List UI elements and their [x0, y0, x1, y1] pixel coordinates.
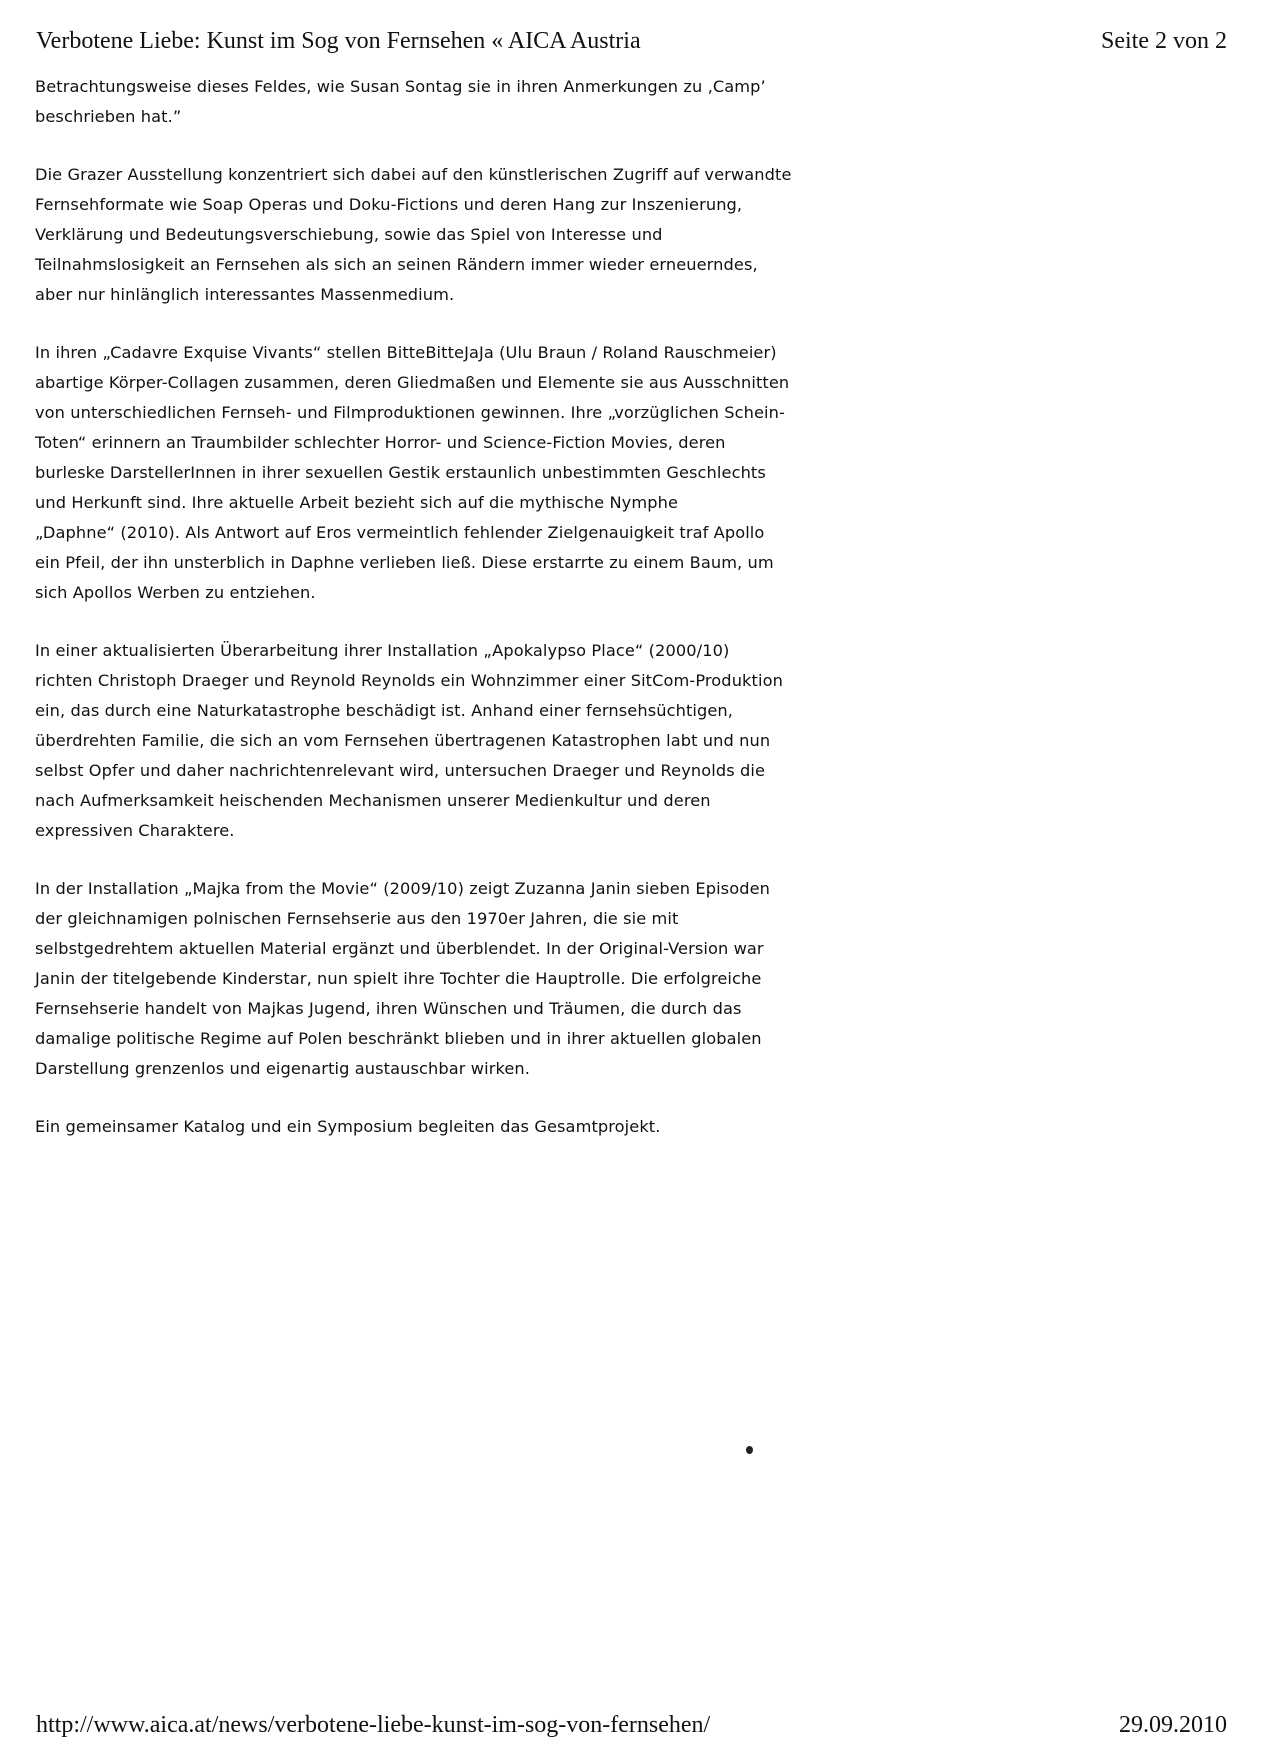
scan-speck	[746, 1446, 753, 1454]
footer-url: http://www.aica.at/news/verbotene-liebe-kunst-im-sog-von-fernsehen/	[36, 1712, 711, 1738]
article-paragraph: Ein gemeinsamer Katalog und ein Symposium begleiten das Gesamtprojekt.	[35, 1117, 661, 1136]
article-paragraph: Die Grazer Ausstellung konzentriert sich dabei auf den künstlerischen Zugriff auf verwandte Fernsehformate wie Soap Operas und Doku-Fictions und deren Hang zur Inszenierung, Verklärung und Bedeutungsverschiebung, sowie das Spiel von Interesse und Teilnahmslosigkeit an Fernsehen als sich an seinen Rändern immer wieder erneuerndes, aber nur hinlänglich interessantes Massenmedium.	[35, 165, 792, 304]
page-number: Seite 2 von 2	[1101, 28, 1227, 54]
article-paragraph: In ihren „Cadavre Exquise Vivants“ stellen BitteBitteJaJa (Ulu Braun / Roland Rauschmeier) abartige Körper-Collagen zusammen, deren Gliedmaßen und Elemente sie aus Ausschnitten von unterschiedlichen Fernseh- und Filmproduktionen gewinnen. Ihre „vorzüglichen Schein- Toten“ erinnern an Traumbilder schlechter Horror- und Science-Fiction Movies, deren burleske DarstellerInnen in ihrer sexuellen Gestik erstaunlich unbestimmten Geschlechts und Herkunft sind. Ihre aktuelle Arbeit bezieht sich auf die mythische Nymphe „Daphne“ (2010). Als Antwort auf Eros vermeintlich fehlender Zielgenauigkeit traf Apollo ein Pfeil, der ihn unsterblich in Daphne verlieben ließ. Diese erstarrte zu einem Baum, um sich Apollos Werben zu entziehen.	[35, 343, 790, 602]
article-paragraph: Betrachtungsweise dieses Feldes, wie Susan Sontag sie in ihren Anmerkungen zu ‚Camp’ beschrieben hat.”	[35, 77, 766, 126]
article-body	[35, 72, 915, 1170]
footer-date: 29.09.2010	[1119, 1712, 1227, 1738]
article-paragraph: In einer aktualisierten Überarbeitung ihrer Installation „Apokalypso Place“ (2000/10) richten Christoph Draeger und Reynold Reynolds ein Wohnzimmer einer SitCom-Produktion ein, das durch eine Naturkatastrophe beschädigt ist. Anhand einer fernsehsüchtigen, überdrehten Familie, die sich an vom Fernsehen übertragenen Katastrophen labt und nun selbst Opfer und daher nachrichtenrelevant wird, untersuchen Draeger und Reynolds die nach Aufmerksamkeit heischenden Mechanismen unserer Medienkultur und deren expressiven Charaktere.	[35, 641, 783, 840]
page-header-title: Verbotene Liebe: Kunst im Sog von Fernsehen « AICA Austria	[36, 28, 641, 54]
article-paragraph: In der Installation „Majka from the Movie“ (2009/10) zeigt Zuzanna Janin sieben Episoden der gleichnamigen polnischen Fernsehserie aus den 1970er Jahren, die sie mit selbstgedrehtem aktuellen Material ergänzt und überblendet. In der Original-Version war Janin der titelgebende Kinderstar, nun spielt ihre Tochter die Hauptrolle. Die erfolgreiche Fernsehserie handelt von Majkas Jugend, ihren Wünschen und Träumen, die durch das damalige politische Regime auf Polen beschränkt blieben und in ihrer aktuellen globalen Darstellung grenzenlos und eigenartig austauschbar wirken.	[35, 879, 771, 1078]
